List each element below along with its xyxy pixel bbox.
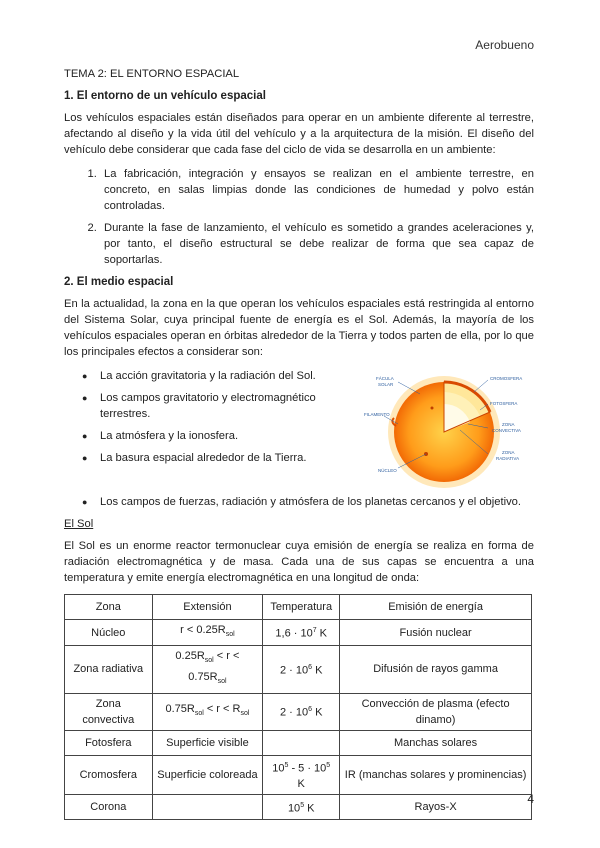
table-cell: $10^5 - 5 \cdot 10^5$ K bbox=[263, 755, 340, 795]
table-header-cell: Temperatura bbox=[263, 595, 340, 620]
table-cell: IR (manchas solares y prominencias) bbox=[340, 755, 532, 795]
list-item: ● La acción gravitatoria y la radiación del Sol. bbox=[84, 368, 354, 384]
table-cell: Manchas solares bbox=[340, 730, 532, 755]
table-row bbox=[65, 693, 532, 730]
table-cell: $0.75R_{sol} < r < R_{sol}$ bbox=[152, 693, 263, 730]
section-1-paragraph: Los vehículos espaciales están diseñados para operar en un ambiente diferente al terrestre, afectando al diseño y la vida útil del vehículo y a la arquitectura de la misión. El diseño del vehículo debe considerar que cada fase del ciclo de vida se desarrolla en un ambiente: bbox=[64, 112, 534, 156]
table-row bbox=[65, 620, 532, 646]
table-header-row bbox=[65, 595, 532, 620]
table-cell bbox=[263, 730, 340, 755]
table-cell: $0.25R_{sol} < r < 0.75R_{sol}$ bbox=[152, 646, 263, 693]
sun-label: FILAMENTO bbox=[364, 412, 390, 417]
table-header-cell: Extensión bbox=[152, 595, 263, 620]
sun-structure-figure bbox=[362, 368, 534, 494]
table-header-cell: Zona bbox=[65, 595, 153, 620]
sun-label: CROMOSFERA bbox=[490, 376, 523, 381]
table-cell: $2 \cdot 10^6$ K bbox=[263, 646, 340, 693]
list-item: ● Los campos gravitatorio y electromagnético terrestres. bbox=[84, 390, 354, 422]
table-cell: Zona convectiva bbox=[65, 693, 153, 730]
table-cell: Difusión de rayos gamma bbox=[340, 646, 532, 693]
list-item: 2. Durante la fase de lanzamiento, el vehículo es sometido a grandes aceleraciones y, por tanto, el diseño estructural se debe realizar de forma que sea capaz de soportarlas. bbox=[100, 220, 534, 268]
sun-label: RADIATIVA bbox=[496, 456, 520, 461]
table-cell bbox=[152, 795, 263, 820]
section-1-list bbox=[64, 166, 534, 268]
page-content bbox=[64, 66, 534, 820]
table-cell: Convección de plasma (efecto dinamo) bbox=[340, 693, 532, 730]
list-item: ● La basura espacial alrededor de la Tierra. bbox=[84, 450, 354, 466]
table-cell: $10^5$ K bbox=[263, 795, 340, 820]
table-header-cell: Emisión de energía bbox=[340, 595, 532, 620]
table-cell: Superficie coloreada bbox=[152, 755, 263, 795]
table-cell: Zona radiativa bbox=[65, 646, 153, 693]
page-number: 4 bbox=[527, 792, 534, 806]
table-cell: $2 \cdot 10^6$ K bbox=[263, 693, 340, 730]
sol-paragraph: El Sol es un enorme reactor termonuclear cuya emisión de energía se realiza en forma de radiación electromagnética y de masa. Cada una de sus capas se encuentra a una temperatura y emite energía electromagnética en una longitud de onda: bbox=[64, 540, 534, 584]
sun-label: NÚCLEO bbox=[378, 468, 397, 473]
sun-label: SOLAR bbox=[378, 382, 394, 387]
table-cell: Corona bbox=[65, 795, 153, 820]
table-cell: Cromosfera bbox=[65, 755, 153, 795]
sun-diagram bbox=[362, 368, 534, 494]
table-cell: $1,6 \cdot 10^7$ K bbox=[263, 620, 340, 646]
table-cell: Rayos-X bbox=[340, 795, 532, 820]
table-cell: Fusión nuclear bbox=[340, 620, 532, 646]
section-2-title: 2. El medio espacial bbox=[64, 276, 174, 288]
section-2-paragraph: En la actualidad, la zona en la que operan los vehículos espaciales está restringida al entorno del Sistema Solar, cuya principal fuente de energía es el Sol. Además, la mayoría de los vehículos espaciales operan en órbitas alrededor de la Tierra y todos parten de ella, por lo que los principales efectos a considerar son: bbox=[64, 298, 534, 358]
table-cell: Fotosfera bbox=[65, 730, 153, 755]
sun-label: ZONA bbox=[502, 450, 515, 455]
sun-label: CONVECTIVA bbox=[492, 428, 521, 433]
topic-title: TEMA 2: EL ENTORNO ESPACIAL bbox=[64, 68, 240, 80]
sun-label: FÁCULA bbox=[376, 376, 394, 381]
list-item: 1. La fabricación, integración y ensayos se realizan en el ambiente terrestre, en concreto, en salas limpias donde las condiciones de humedad y polvo están controladas. bbox=[100, 166, 534, 214]
table-row bbox=[65, 795, 532, 820]
table-row bbox=[65, 730, 532, 755]
list-item: ● La atmósfera y la ionosfera. bbox=[84, 428, 354, 444]
table-cell: $r < 0.25R_{sol}$ bbox=[152, 620, 263, 646]
sun-label: FOTOSFERA bbox=[490, 401, 518, 406]
sol-heading: El Sol bbox=[64, 518, 94, 530]
header-title: Aerobueno bbox=[475, 38, 534, 52]
table-row bbox=[65, 755, 532, 795]
list-item: ● Los campos de fuerzas, radiación y atmósfera de los planetas cercanos y el objetivo. bbox=[64, 494, 534, 510]
bullets-with-figure bbox=[64, 368, 534, 494]
table-cell: Superficie visible bbox=[152, 730, 263, 755]
effects-list bbox=[64, 368, 354, 466]
section-1-title: 1. El entorno de un vehículo espacial bbox=[64, 90, 266, 102]
table-cell: Núcleo bbox=[65, 620, 153, 646]
sun-label: ZONA bbox=[502, 422, 515, 427]
table-row bbox=[65, 646, 532, 693]
sun-layers-table bbox=[64, 594, 532, 820]
